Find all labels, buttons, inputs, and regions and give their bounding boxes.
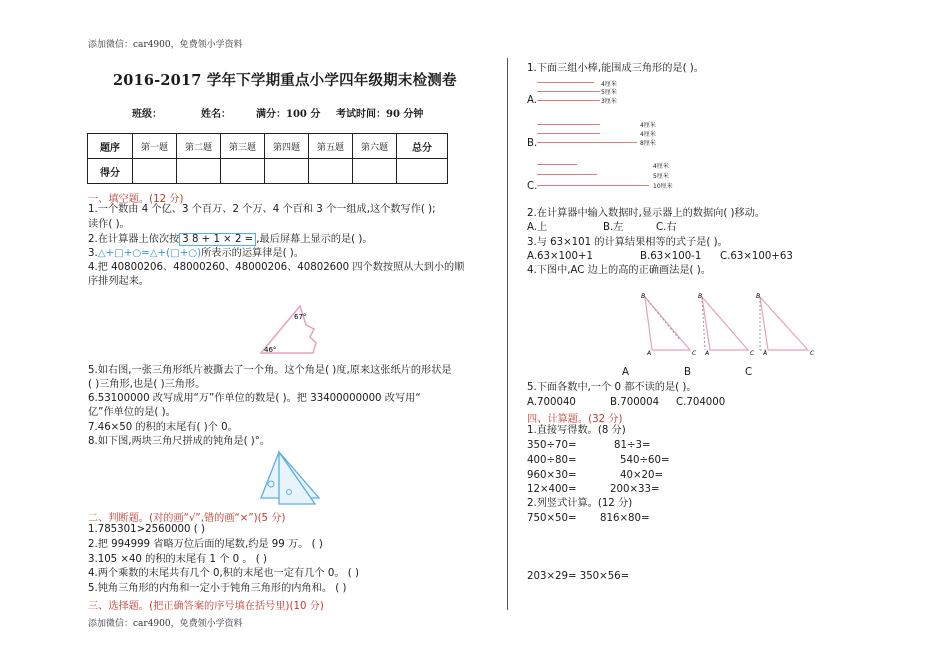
score-cell[interactable] [133, 159, 177, 184]
angle-67-label: 67° [294, 313, 307, 321]
calc-item: 12×400= [527, 484, 577, 495]
judge-1: 1.785301>2560000 ( ) [88, 524, 205, 535]
score-table [87, 133, 448, 184]
stick [537, 100, 600, 101]
table-cell: 题序 [88, 134, 133, 159]
choice-3-opt-b: B.63×100-1 [640, 251, 702, 262]
section2-heading: 二、判断题。(对的画“√”,错的画“×”)(5 分) [88, 513, 286, 524]
q3-post: 所表示的运算律是( )。 [201, 248, 304, 259]
question-1-6b: 亿”作单位的是( )。 [88, 407, 176, 418]
stick [537, 142, 637, 143]
vertical-calc-row2: 203×29= 350×56= [527, 571, 630, 582]
vertex-c-label: C [750, 350, 755, 357]
score-cell[interactable] [221, 159, 265, 184]
altitude-triangles-figure [640, 292, 815, 358]
vertex-a-label: A [647, 350, 652, 357]
q2-post: ,最后屏幕上显示的是( )。 [256, 234, 373, 245]
column-divider [507, 58, 508, 610]
question-1-7: 7.46×50 的积的末尾有( )个 0。 [88, 422, 238, 433]
score-cell[interactable] [265, 159, 309, 184]
vertex-b-label: B [756, 293, 761, 300]
judge-3: 3.105 ×40 的积的末尾有 1 个 0 。 ( ) [88, 554, 267, 565]
choice-2: 2.在计算器中输入数据时,显示器上的数据向( )移动。 [527, 208, 766, 219]
vertex-c-label: C [692, 350, 697, 357]
table-cell: 第一题 [133, 134, 177, 159]
set-squares-figure [257, 450, 327, 508]
stick-length-label: 4厘米 [640, 131, 656, 138]
table-cell: 总分 [397, 134, 448, 159]
table-cell: 得分 [88, 159, 133, 184]
choice-5-opt-c: C.704000 [676, 397, 726, 408]
section1-heading: 一、填空题。(12 分) [88, 194, 184, 205]
name-label: 姓名： [201, 109, 231, 120]
score-cell[interactable] [353, 159, 397, 184]
choice-3-opt-c: C.63×100+63 [720, 251, 793, 262]
judge-5: 5.钝角三角形的内角和一定小于钝角三角形的内角和。 ( ) [88, 583, 347, 594]
vertex-b-label: B [641, 293, 646, 300]
question-1-2 [88, 233, 373, 247]
question-1-8: 8.如下图,两块三角尺拼成的钝角是( )°。 [88, 436, 271, 447]
stick [537, 164, 577, 165]
vertex-b-label: B [698, 293, 703, 300]
angle-46-label: 46° [264, 346, 277, 354]
stick-length-label: 4厘米 [640, 122, 656, 129]
stick-length-label: 4厘米 [653, 163, 669, 170]
stick [537, 185, 649, 186]
calc-item: 200×33= [610, 484, 660, 495]
vertex-a-label: A [705, 350, 710, 357]
calc-item: 400÷80= [527, 455, 577, 466]
section3-heading: 三、选择题。(把正确答案的序号填在括号里)(10 分) [88, 601, 324, 612]
calc-item: 81÷3= [614, 440, 651, 451]
vertex-c-label: C [810, 350, 815, 357]
table-cell: 第五题 [309, 134, 353, 159]
judge-4: 4.两个乘数的末尾共有几个 0,积的末尾也一定有几个 0。 ( ) [88, 568, 359, 579]
score-table-score-row [88, 159, 448, 184]
option-b-label: B. [527, 138, 538, 149]
calc-item: 40×20= [620, 470, 663, 481]
stick-length-label: 5厘米 [653, 173, 669, 180]
score-cell[interactable] [397, 159, 448, 184]
triangle-option-a [641, 293, 697, 357]
judge-2: 2.把 994999 省略万位后面的尾数,约是 99 万。 ( ) [88, 539, 323, 550]
vertical-calc: 816×80= [600, 513, 650, 524]
square-symbol: □+ [114, 248, 133, 259]
calc-sub2: 2.列竖式计算。(12 分) [527, 498, 633, 509]
calc-sub1: 1.直接写得数。(8 分) [527, 425, 626, 436]
class-label: 班级： [132, 109, 162, 120]
calc-item: 540÷60= [620, 455, 670, 466]
stick [537, 82, 594, 83]
table-cell: 第三题 [221, 134, 265, 159]
score-label: 满分：100 分 [256, 109, 321, 120]
choice-4-opt-c: C [745, 367, 753, 378]
question-1-5a: 5.如右图,一张三角形纸片被撕去了一个角。这个角是( )度,原来这张纸片的形状是 [88, 365, 452, 376]
section4-heading: 四、计算题。(32 分) [527, 414, 623, 425]
choice-2-opt-c: C.右 [656, 222, 677, 233]
torn-triangle-figure [258, 303, 328, 355]
calculator-keys: 3 8 + 1 × 2 = [179, 233, 256, 246]
header-note: 添加微信：car4900，免费领小学资料 [88, 40, 243, 50]
question-1-5b: ( )三角形,也是( )三角形。 [88, 379, 206, 390]
choice-5: 5.下面各数中,一个 0 都不读的是( )。 [527, 382, 697, 393]
triangle-option-c [756, 293, 815, 357]
choice-2-opt-b: B.左 [603, 222, 624, 233]
exam-title: 2016-2017 学年下学期重点小学四年级期末检测卷 [113, 72, 457, 89]
vertex-a-label: A [763, 350, 768, 357]
stick-length-label: 10厘米 [653, 183, 673, 190]
time-label: 考试时间：90 分钟 [336, 109, 424, 120]
stick [537, 91, 600, 92]
choice-1: 1.下面三组小棒,能围成三角形的是( )。 [527, 63, 704, 74]
vertical-calc: 750×50= [527, 513, 577, 524]
question-1-4a: 4.把 40800206、48000260、48000206、40802600 四个数按照从大到小的顺 [88, 262, 465, 273]
choice-3-opt-a: A.63×100+1 [527, 251, 593, 262]
stick-length-label: 5厘米 [601, 89, 617, 96]
triangle-symbol: △+ [97, 248, 115, 259]
question-1-6a: 6.53100000 改写成用“万”作单位的数是( )。把 33400000000 改写用“ [88, 393, 421, 404]
stick-length-label: 8厘米 [640, 140, 656, 147]
choice-5-opt-a: A.700040 [527, 397, 576, 408]
table-cell: 第六题 [353, 134, 397, 159]
score-cell[interactable] [177, 159, 221, 184]
choice-4: 4.下图中,AC 边上的高的正确画法是( )。 [527, 265, 711, 276]
option-c-label: C. [527, 181, 538, 192]
stick [537, 174, 597, 175]
footer-note: 添加微信：car4900，免费领小学资料 [88, 619, 243, 629]
q2-pre: 2.在计算器上依次按 [88, 234, 180, 245]
grouped-symbols: △+(□+○) [149, 248, 202, 259]
q3-prefix: 3. [88, 248, 98, 259]
stick-length-label: 3厘米 [601, 98, 617, 105]
circle-symbol: ○= [132, 248, 150, 259]
stick [537, 133, 600, 134]
question-1-1b: 读作( )。 [88, 219, 130, 230]
score-table-header-row [88, 134, 448, 159]
calc-item: 350÷70= [527, 440, 577, 451]
choice-5-opt-b: B.700004 [610, 397, 660, 408]
question-1-1a: 1.一个数由 4 个亿、3 个百万、2 个万、4 个百和 3 个一组成,这个数写作( ); [88, 204, 436, 215]
triangle-option-b [698, 293, 755, 357]
stick-length-label: 4厘米 [601, 81, 617, 88]
option-a-label: A. [527, 95, 538, 106]
choice-4-opt-b: B [684, 367, 691, 378]
calc-item: 960×30= [527, 470, 577, 481]
table-cell: 第四题 [265, 134, 309, 159]
choice-3: 3.与 63×101 的计算结果相等的式子是( )。 [527, 237, 728, 248]
table-cell: 第二题 [177, 134, 221, 159]
choice-4-opt-a: A [622, 367, 629, 378]
choice-2-opt-a: A.上 [527, 222, 548, 233]
stick [537, 124, 600, 125]
score-cell[interactable] [309, 159, 353, 184]
question-1-3 [88, 247, 304, 261]
question-1-4b: 序排列起来。 [88, 276, 150, 287]
